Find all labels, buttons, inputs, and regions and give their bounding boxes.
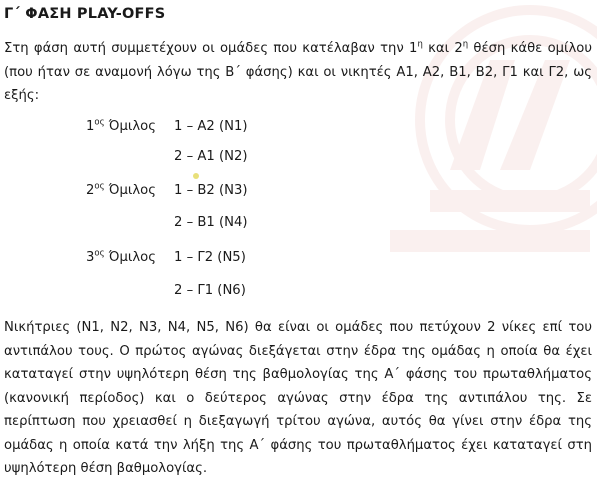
intro-sup-2: η (462, 39, 469, 50)
section-heading: Γ΄ ΦΑΣΗ PLAY-OFFS (4, 6, 166, 22)
closing-paragraph: Νικήτριες (Ν1, Ν2, Ν3, Ν4, Ν5, Ν6) θα είναι οι ομάδες που πετύχουν 2 νίκες επί του αντιπάλου τους. Ο πρώτος αγώνας διεξάγεται στην έδρα της ομάδας η οποία θα έχει καταταγεί στην υψηλότερη θέση της βαθμολογίας της Α΄ φάσης του πρωταθλήματος (κανονική περίοδος) και ο δεύτερος αγώνας στην έδρα της αντιπάλου της. Σε περίπτωση που χρειασθεί η διεξαγωγή τρίτου αγώνα, αυτός θα γίνει στην έδρα της ομάδας η οποία κατά την λήξη της Α΄ φάσης του πρωταθλήματος έχει καταταγεί στη υψηλότερη θέση βαθμολογίας. (4, 320, 592, 476)
match-n6: 2 – Γ1 (Ν6) (174, 283, 246, 298)
intro-text-2: και 2 (422, 41, 463, 56)
group-2-row-1 (86, 181, 248, 201)
intro-text-3: θέση κάθε ομίλου (που ήταν σε αναμονή λόγω της Β΄ φάσης) και οι νικητές Α1, Α2, Β1, Β2, Γ1 και Γ2, ως εξής: (4, 41, 592, 103)
group-2-label: $2^{o\varsigma}$ Όμιλος (86, 181, 156, 198)
group-3-row-1 (86, 248, 246, 268)
group-1-label: $1^{o\varsigma}$ Όμιλος (86, 117, 156, 134)
intro-sup-1: η (417, 39, 423, 50)
match-n5: 1 – Γ2 (Ν5) (174, 250, 246, 265)
match-n3: 1 – Β2 (Ν3) (174, 183, 248, 198)
intro-text-1: Στη φάση αυτή συμμετέχουν οι ομάδες που κατέλαβαν την 1 (4, 41, 418, 56)
group-3-row-2 (174, 281, 246, 301)
intro-paragraph (4, 37, 592, 108)
group-2-row-2 (174, 213, 248, 233)
match-n1: 1 – Α2 (Ν1) (174, 119, 248, 134)
group-1-row-1 (86, 117, 248, 137)
group-1-row-2 (174, 147, 248, 167)
highlight-dot (193, 173, 199, 179)
match-n4: 2 – Β1 (Ν4) (174, 215, 248, 230)
match-n2: 2 – Α1 (Ν2) (174, 149, 248, 164)
group-3-label: $3^{o\varsigma}$ Όμιλος (86, 248, 156, 265)
